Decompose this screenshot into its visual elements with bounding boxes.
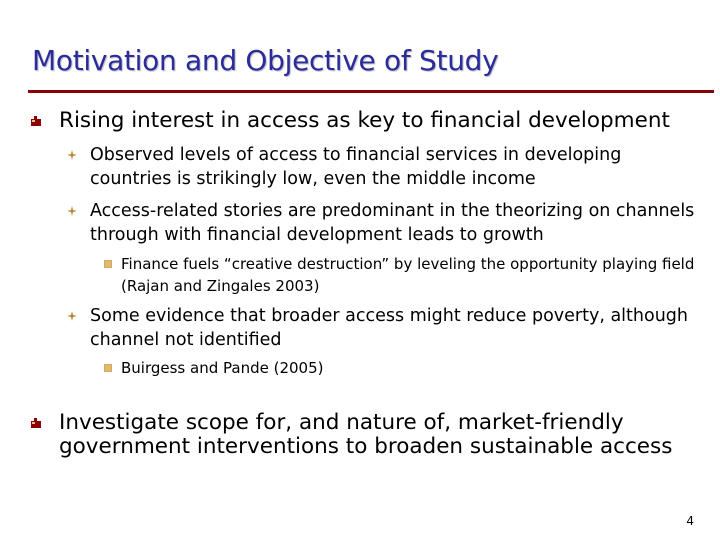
bullet-item-level1 (30, 411, 680, 459)
bullet-text: Some evidence that broader access might reduce poverty, although channel not identified (90, 306, 688, 350)
bullet-item-level3 (104, 358, 704, 380)
title-underline (28, 90, 714, 93)
bullet-text: Investigate scope for, and nature of, market-friendly government interventions to broaden sustainable access (59, 410, 673, 460)
level2-bullet-icon (67, 311, 77, 321)
bullet-text: Access-related stories are predominant in the theorizing on channels through with financial development leads to growth (90, 201, 695, 245)
bullet-item-level2 (67, 200, 707, 247)
bullet-text: Finance fuels “creative destruction” by leveling the opportunity playing field (Rajan and Zingales 2003) (121, 255, 695, 295)
level2-bullet-icon (67, 150, 77, 160)
level2-bullet-icon (67, 206, 77, 216)
level1-bullet-icon (30, 417, 42, 429)
bullet-item-level2 (67, 144, 707, 191)
slide-title: Motivation and Objective of Study (32, 44, 499, 77)
level3-bullet-icon (104, 364, 112, 372)
page-number: 4 (686, 514, 694, 528)
level1-bullet-icon (30, 115, 42, 127)
bullet-text: Observed levels of access to financial services in developing countries is strikingly low, even the middle income (90, 145, 622, 189)
bullet-item-level1 (30, 109, 680, 133)
bullet-item-level2 (67, 305, 707, 352)
bullet-text: Rising interest in access as key to financial development (59, 108, 670, 133)
bullet-text: Buirgess and Pande (2005) (121, 359, 324, 377)
level3-bullet-icon (104, 260, 112, 268)
bullet-item-level3 (104, 254, 704, 298)
